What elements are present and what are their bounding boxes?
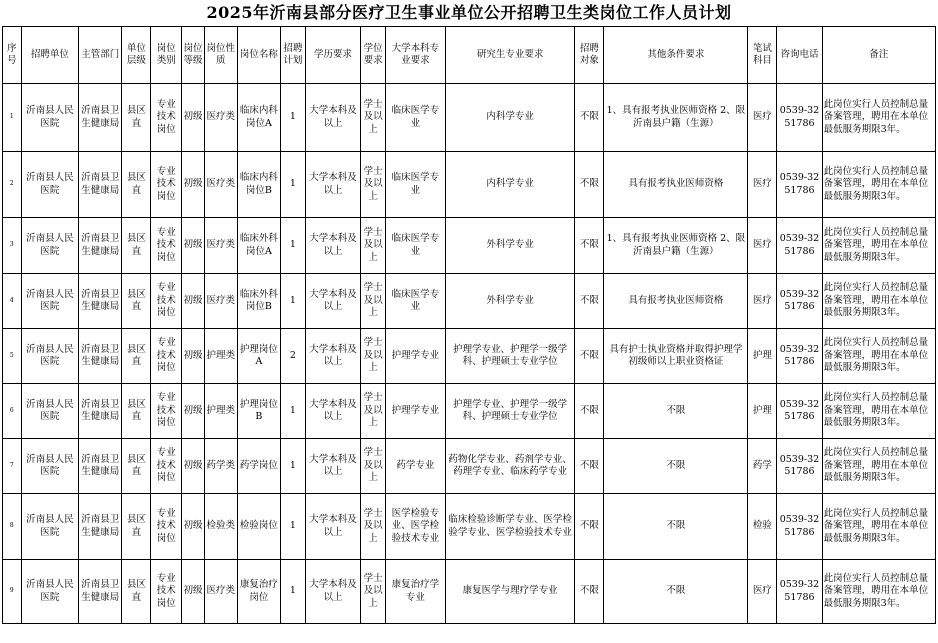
cell-dept: 沂南县卫生健康局 <box>79 152 122 218</box>
cell-exam: 检验 <box>748 494 777 560</box>
cell-post: 临床内科岗位B <box>237 152 280 218</box>
header-seq: 序号 <box>3 27 22 84</box>
cell-phone: 0539-3251786 <box>777 494 822 560</box>
cell-nature: 药学类 <box>204 439 237 494</box>
cell-dept: 沂南县卫生健康局 <box>79 494 122 560</box>
cell-pg-major: 外科学专业 <box>445 274 575 329</box>
header-count: 招聘计划 <box>281 27 306 84</box>
cell-nature: 检验类 <box>204 494 237 560</box>
cell-edu: 大学本科及以上 <box>305 218 361 274</box>
cell-phone: 0539-3251786 <box>777 384 822 439</box>
cell-unit: 沂南县人民医院 <box>21 439 79 494</box>
cell-other: 不限 <box>604 494 748 560</box>
header-other: 其他条件要求 <box>604 27 748 84</box>
cell-level: 县区直 <box>122 560 151 624</box>
header-dept: 主管部门 <box>79 27 122 84</box>
cell-seq: 7 <box>3 439 22 494</box>
cell-grade: 初级 <box>182 384 205 439</box>
cell-category: 专业技术岗位 <box>151 384 182 439</box>
cell-degree: 学士及以上 <box>361 439 386 494</box>
cell-edu: 大学本科及以上 <box>305 152 361 218</box>
table-row <box>3 384 936 439</box>
cell-dept: 沂南县卫生健康局 <box>79 218 122 274</box>
header-category: 岗位类别 <box>151 27 182 84</box>
cell-grade: 初级 <box>182 329 205 384</box>
cell-note: 此岗位实行人员控制总量备案管理，聘用在本单位最低服务期限3年。 <box>822 152 935 218</box>
cell-dept: 沂南县卫生健康局 <box>79 439 122 494</box>
cell-category: 专业技术岗位 <box>151 274 182 329</box>
header-degree: 学位要求 <box>361 27 386 84</box>
cell-degree: 学士及以上 <box>361 560 386 624</box>
cell-ug-major: 临床医学专业 <box>386 218 446 274</box>
cell-exam: 医疗 <box>748 560 777 624</box>
cell-ug-major: 护理学专业 <box>386 329 446 384</box>
cell-nature: 医疗类 <box>204 218 237 274</box>
cell-grade: 初级 <box>182 84 205 152</box>
cell-nature: 医疗类 <box>204 560 237 624</box>
cell-count: 2 <box>281 329 306 384</box>
cell-phone: 0539-3251786 <box>777 560 822 624</box>
cell-target: 不限 <box>575 274 604 329</box>
cell-seq: 5 <box>3 329 22 384</box>
cell-exam: 护理 <box>748 384 777 439</box>
cell-level: 县区直 <box>122 274 151 329</box>
cell-degree: 学士及以上 <box>361 494 386 560</box>
cell-note: 此岗位实行人员控制总量备案管理，聘用在本单位最低服务期限3年。 <box>822 84 935 152</box>
cell-ug-major: 临床医学专业 <box>386 152 446 218</box>
cell-target: 不限 <box>575 384 604 439</box>
cell-post: 康复治疗岗位 <box>237 560 280 624</box>
header-row <box>3 27 936 84</box>
cell-nature: 护理类 <box>204 329 237 384</box>
cell-category: 专业技术岗位 <box>151 329 182 384</box>
cell-category: 专业技术岗位 <box>151 439 182 494</box>
cell-exam: 医疗 <box>748 84 777 152</box>
cell-level: 县区直 <box>122 384 151 439</box>
cell-edu: 大学本科及以上 <box>305 329 361 384</box>
cell-count: 1 <box>281 560 306 624</box>
cell-nature: 医疗类 <box>204 84 237 152</box>
cell-category: 专业技术岗位 <box>151 152 182 218</box>
cell-dept: 沂南县卫生健康局 <box>79 384 122 439</box>
cell-count: 1 <box>281 439 306 494</box>
cell-other: 1、具有报考执业医师资格 2、限沂南县户籍（生源） <box>604 84 748 152</box>
cell-target: 不限 <box>575 494 604 560</box>
cell-nature: 护理类 <box>204 384 237 439</box>
cell-post: 护理岗位B <box>237 384 280 439</box>
header-edu: 学历要求 <box>305 27 361 84</box>
table-row <box>3 84 936 152</box>
cell-level: 县区直 <box>122 494 151 560</box>
header-phone: 咨询电话 <box>777 27 822 84</box>
cell-dept: 沂南县卫生健康局 <box>79 274 122 329</box>
cell-other: 不限 <box>604 439 748 494</box>
cell-exam: 医疗 <box>748 152 777 218</box>
table-row <box>3 439 936 494</box>
cell-dept: 沂南县卫生健康局 <box>79 84 122 152</box>
cell-note: 此岗位实行人员控制总量备案管理，聘用在本单位最低服务期限3年。 <box>822 560 935 624</box>
cell-other: 具有报考执业医师资格 <box>604 274 748 329</box>
cell-count: 1 <box>281 384 306 439</box>
cell-edu: 大学本科及以上 <box>305 560 361 624</box>
header-grade: 岗位等级 <box>182 27 205 84</box>
cell-dept: 沂南县卫生健康局 <box>79 560 122 624</box>
header-unit: 招聘单位 <box>21 27 79 84</box>
cell-degree: 学士及以上 <box>361 218 386 274</box>
header-nature: 岗位性质 <box>204 27 237 84</box>
cell-exam: 医疗 <box>748 274 777 329</box>
cell-post: 临床外科岗位A <box>237 218 280 274</box>
cell-unit: 沂南县人民医院 <box>21 329 79 384</box>
cell-phone: 0539-3251786 <box>777 439 822 494</box>
cell-post: 临床外科岗位B <box>237 274 280 329</box>
table-row <box>3 494 936 560</box>
cell-other: 1、具有报考执业医师资格 2、限沂南县户籍（生源） <box>604 218 748 274</box>
cell-note: 此岗位实行人员控制总量备案管理，聘用在本单位最低服务期限3年。 <box>822 494 935 560</box>
cell-phone: 0539-3251786 <box>777 152 822 218</box>
cell-seq: 8 <box>3 494 22 560</box>
cell-target: 不限 <box>575 152 604 218</box>
cell-nature: 医疗类 <box>204 152 237 218</box>
cell-category: 专业技术岗位 <box>151 84 182 152</box>
cell-note: 此岗位实行人员控制总量备案管理，聘用在本单位最低服务期限3年。 <box>822 274 935 329</box>
cell-target: 不限 <box>575 560 604 624</box>
cell-other: 具有护士执业资格并取得护理学初级师以上职业资格证 <box>604 329 748 384</box>
cell-other: 具有报考执业医师资格 <box>604 152 748 218</box>
cell-ug-major: 护理学专业 <box>386 384 446 439</box>
cell-category: 专业技术岗位 <box>151 218 182 274</box>
cell-exam: 药学 <box>748 439 777 494</box>
cell-post: 临床内科岗位A <box>237 84 280 152</box>
cell-seq: 2 <box>3 152 22 218</box>
cell-unit: 沂南县人民医院 <box>21 84 79 152</box>
table-row <box>3 560 936 624</box>
cell-pg-major: 内科学专业 <box>445 84 575 152</box>
cell-unit: 沂南县人民医院 <box>21 274 79 329</box>
cell-exam: 医疗 <box>748 218 777 274</box>
cell-level: 县区直 <box>122 439 151 494</box>
cell-phone: 0539-3251786 <box>777 329 822 384</box>
cell-count: 1 <box>281 84 306 152</box>
cell-level: 县区直 <box>122 329 151 384</box>
table-row <box>3 218 936 274</box>
cell-category: 专业技术岗位 <box>151 560 182 624</box>
cell-degree: 学士及以上 <box>361 384 386 439</box>
cell-other: 不限 <box>604 384 748 439</box>
cell-unit: 沂南县人民医院 <box>21 494 79 560</box>
cell-target: 不限 <box>575 329 604 384</box>
cell-phone: 0539-3251786 <box>777 218 822 274</box>
cell-grade: 初级 <box>182 560 205 624</box>
cell-post: 药学岗位 <box>237 439 280 494</box>
cell-grade: 初级 <box>182 218 205 274</box>
header-target: 招聘对象 <box>575 27 604 84</box>
header-ug-major: 大学本科专业要求 <box>386 27 446 84</box>
cell-seq: 4 <box>3 274 22 329</box>
table-row <box>3 274 936 329</box>
cell-unit: 沂南县人民医院 <box>21 218 79 274</box>
cell-count: 1 <box>281 152 306 218</box>
cell-grade: 初级 <box>182 494 205 560</box>
cell-degree: 学士及以上 <box>361 329 386 384</box>
cell-unit: 沂南县人民医院 <box>21 384 79 439</box>
cell-edu: 大学本科及以上 <box>305 384 361 439</box>
cell-nature: 医疗类 <box>204 274 237 329</box>
cell-level: 县区直 <box>122 84 151 152</box>
cell-pg-major: 临床检验诊断学专业、医学检验学专业、医学检验技术专业 <box>445 494 575 560</box>
cell-pg-major: 药物化学专业、药剂学专业、药理学专业、临床药学专业 <box>445 439 575 494</box>
header-note: 备注 <box>822 27 935 84</box>
cell-phone: 0539-3251786 <box>777 84 822 152</box>
cell-ug-major: 药学专业 <box>386 439 446 494</box>
cell-ug-major: 康复治疗学专业 <box>386 560 446 624</box>
cell-edu: 大学本科及以上 <box>305 494 361 560</box>
recruitment-table <box>2 26 936 624</box>
cell-target: 不限 <box>575 84 604 152</box>
cell-seq: 6 <box>3 384 22 439</box>
header-pg-major: 研究生专业要求 <box>445 27 575 84</box>
header-level: 单位层级 <box>122 27 151 84</box>
cell-ug-major: 医学检验专业、医学检验技术专业 <box>386 494 446 560</box>
cell-pg-major: 康复医学与理疗学专业 <box>445 560 575 624</box>
cell-phone: 0539-3251786 <box>777 274 822 329</box>
cell-seq: 9 <box>3 560 22 624</box>
cell-pg-major: 护理学专业、护理学一级学科、护理硕士专业学位 <box>445 384 575 439</box>
cell-degree: 学士及以上 <box>361 274 386 329</box>
cell-level: 县区直 <box>122 218 151 274</box>
cell-post: 护理岗位A <box>237 329 280 384</box>
page-title: 2025年沂南县部分医疗卫生事业单位公开招聘卫生类岗位工作人员计划 <box>206 3 732 22</box>
header-exam: 笔试科目 <box>748 27 777 84</box>
cell-pg-major: 外科学专业 <box>445 218 575 274</box>
cell-pg-major: 护理学专业、护理学一级学科、护理硕士专业学位 <box>445 329 575 384</box>
cell-other: 不限 <box>604 560 748 624</box>
cell-exam: 护理 <box>748 329 777 384</box>
cell-grade: 初级 <box>182 152 205 218</box>
cell-edu: 大学本科及以上 <box>305 84 361 152</box>
cell-count: 1 <box>281 218 306 274</box>
cell-ug-major: 临床医学专业 <box>386 84 446 152</box>
cell-note: 此岗位实行人员控制总量备案管理，聘用在本单位最低服务期限3年。 <box>822 329 935 384</box>
cell-seq: 1 <box>3 84 22 152</box>
cell-note: 此岗位实行人员控制总量备案管理，聘用在本单位最低服务期限3年。 <box>822 439 935 494</box>
cell-unit: 沂南县人民医院 <box>21 560 79 624</box>
cell-level: 县区直 <box>122 152 151 218</box>
cell-count: 1 <box>281 274 306 329</box>
header-post: 岗位名称 <box>237 27 280 84</box>
cell-target: 不限 <box>575 439 604 494</box>
table-body <box>3 84 936 624</box>
cell-dept: 沂南县卫生健康局 <box>79 329 122 384</box>
cell-unit: 沂南县人民医院 <box>21 152 79 218</box>
cell-edu: 大学本科及以上 <box>305 439 361 494</box>
table-row <box>3 329 936 384</box>
cell-grade: 初级 <box>182 439 205 494</box>
cell-category: 专业技术岗位 <box>151 494 182 560</box>
cell-edu: 大学本科及以上 <box>305 274 361 329</box>
cell-target: 不限 <box>575 218 604 274</box>
cell-ug-major: 临床医学专业 <box>386 274 446 329</box>
cell-count: 1 <box>281 494 306 560</box>
cell-pg-major: 内科学专业 <box>445 152 575 218</box>
cell-degree: 学士及以上 <box>361 84 386 152</box>
cell-degree: 学士及以上 <box>361 152 386 218</box>
cell-note: 此岗位实行人员控制总量备案管理，聘用在本单位最低服务期限3年。 <box>822 218 935 274</box>
cell-grade: 初级 <box>182 274 205 329</box>
table-row <box>3 152 936 218</box>
cell-note: 此岗位实行人员控制总量备案管理，聘用在本单位最低服务期限3年。 <box>822 384 935 439</box>
cell-seq: 3 <box>3 218 22 274</box>
cell-post: 检验岗位 <box>237 494 280 560</box>
